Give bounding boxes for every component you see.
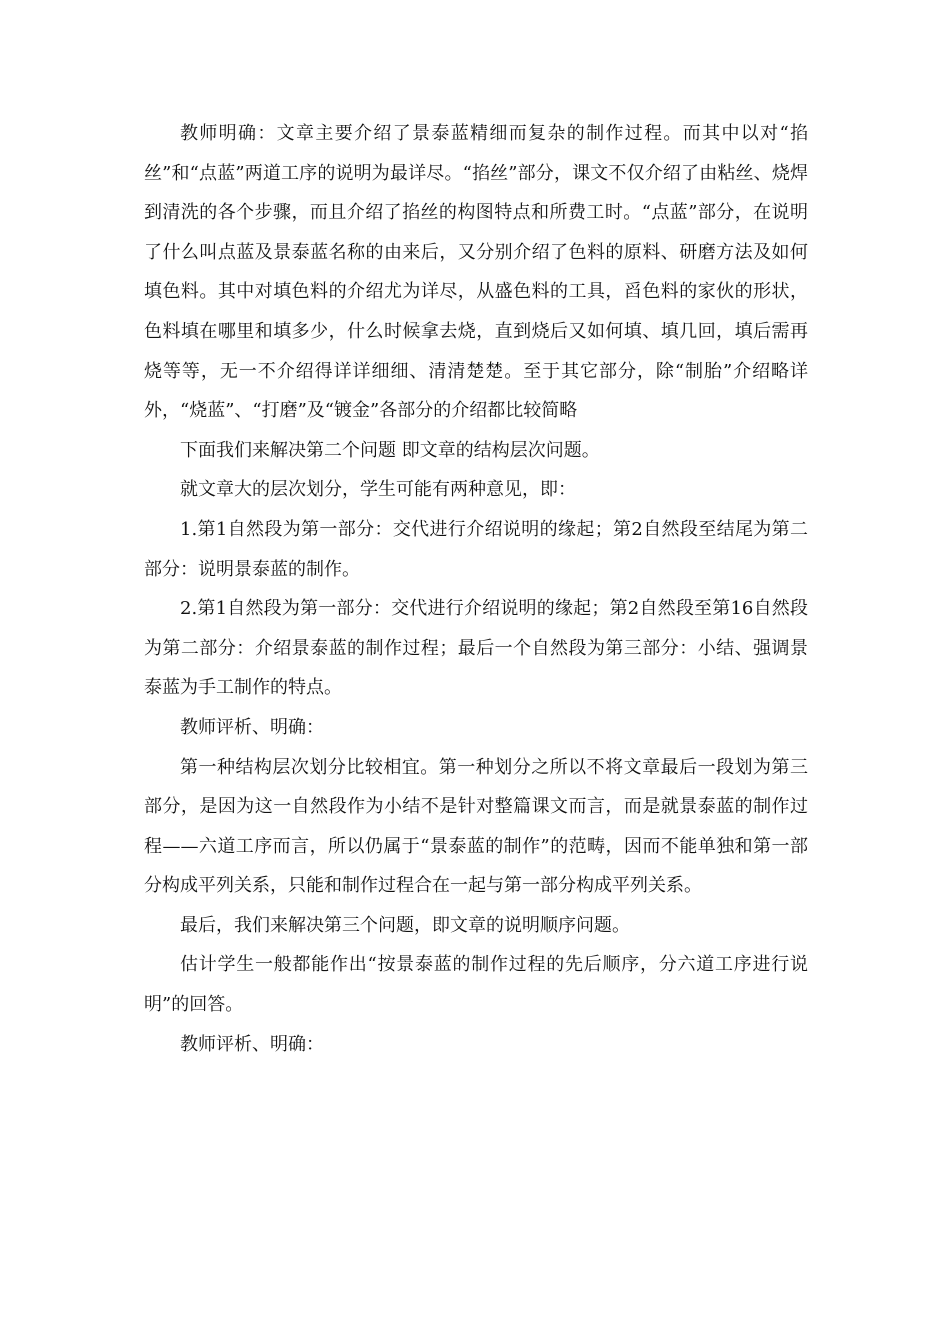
paragraph-teacher-clarification: 教师明确：文章主要介绍了景泰蓝精细而复杂的制作过程。而其中以对“掐丝”和“点蓝”两道工序的说明为最详尽。“掐丝”部分，课文不仅介绍了由粘丝、烧焊到清洗的各个步骤，而且介绍了掐丝的构图特点和所费工时。“点蓝”部分，在说明了什么叫点蓝及景泰蓝名称的由来后，又分别介绍了色料的原料、研磨方法及如何填色料。其中对填色料的介绍尤为详尽，从盛色料的工具，舀色料的家伙的形状，色料填在哪里和填多少，什么时候拿去烧，直到烧后又如何填、填几回，填后需再烧等等，无一不介绍得详详细细、清清楚楚。至于其它部分，除“制胎”介绍略详外，“烧蓝”、“打磨”及“镀金”各部分的介绍都比较简略 [144, 123, 808, 422]
document-body [144, 114, 808, 1064]
paragraph-two-opinions: 就文章大的层次划分，学生可能有两种意见，即： [180, 479, 576, 501]
paragraph-teacher-review-1: 教师评析、明确： [180, 716, 324, 738]
paragraph-opinion-1: 1.第1自然段为第一部分：交代进行介绍说明的缘起；第2自然段至结尾为第二部分：说明景泰蓝的制作。 [144, 518, 808, 580]
paragraph-teacher-review-2: 教师评析、明确： [180, 1033, 324, 1055]
paragraph-opinion-2: 2.第1自然段为第一部分：交代进行介绍说明的缘起；第2自然段至第16自然段为第二部分：介绍景泰蓝的制作过程；最后一个自然段为第三部分：小结、强调景泰蓝为手工制作的特点。 [144, 598, 808, 699]
paragraph-third-question: 最后，我们来解决第三个问题，即文章的说明顺序问题。 [180, 914, 630, 936]
paragraph-structure-analysis: 第一种结构层次划分比较相宜。第一种划分之所以不将文章最后一段划为第三部分，是因为这一自然段作为小结不是针对整篇课文而言，而是就景泰蓝的制作过程——六道工序而言，所以仍属于“景泰蓝的制作”的范畴，因而不能单独和第一部分构成平列关系，只能和制作过程合在一起与第一部分构成平列关系。 [144, 756, 808, 897]
paragraph-student-answer: 估计学生一般都能作出“按景泰蓝的制作过程的先后顺序，分六道工序进行说明”的回答。 [144, 954, 808, 1016]
paragraph-second-question: 下面我们来解决第二个问题 即文章的结构层次问题。 [180, 439, 600, 461]
